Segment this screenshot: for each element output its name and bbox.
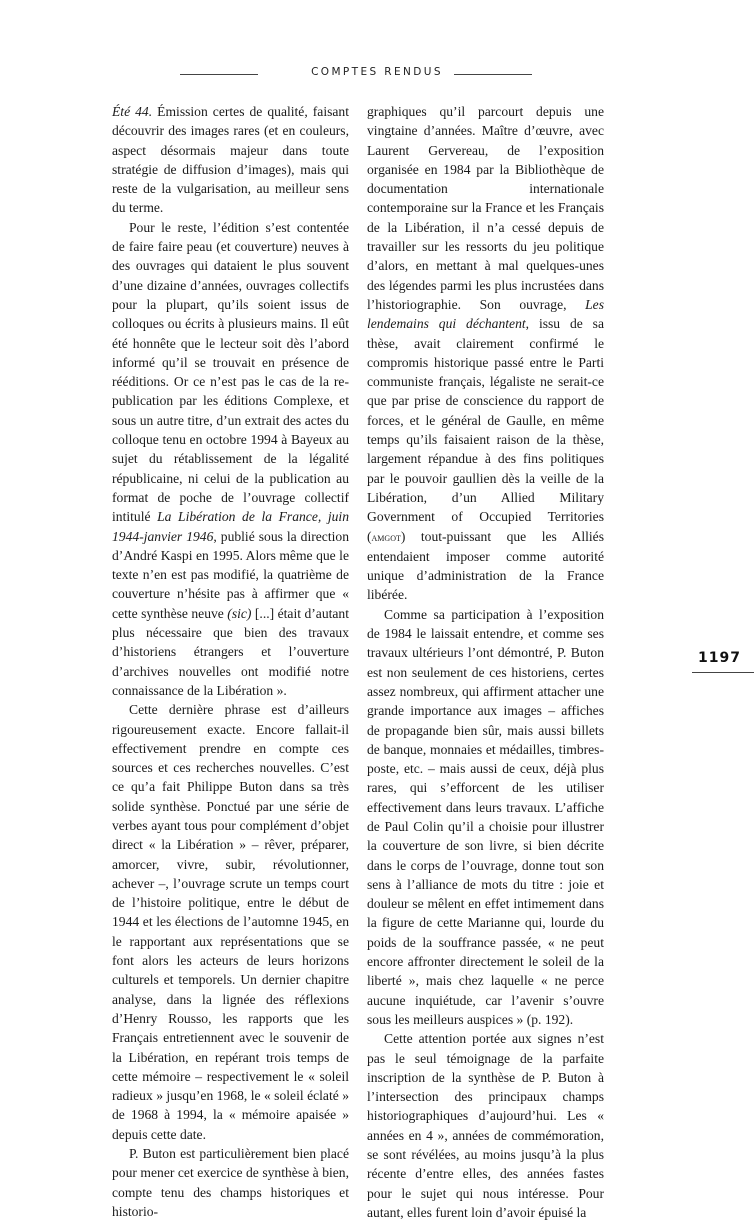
right-paragraph-1-text-a: graphiques qu’il parcourt depuis une vingtaine d’années. Maître d’œuvre, avec Laurent Gervereau, de l’exposition organisée en 1984 par la Bibliothèque de documentation internationale contemporaine sur la France et les Français de la Libération, il n’a cessé depuis de travailler sur les ressorts du jeu politique d’alors, en mettant à mal quelques-unes des légendes parmi les plus incrustées dans l’historiographie. Son ouvrage,: [367, 104, 604, 312]
running-header: [0, 66, 754, 84]
left-paragraph-1: [112, 102, 349, 218]
header-rule-right: [454, 74, 532, 75]
page-number: 1197: [698, 650, 741, 666]
left-paragraph-1-text: Émission certes de qualité, faisant découvrir des images rares (et en couleurs, aspect désormais majeur dans toute stratégie de diffusion d’images), mais qui reste de la vulgarisation, au meilleur sens du terme.: [112, 104, 349, 216]
left-paragraph-2-text-c: [...] était d’autant plus nécessaire que bien des travaux d’historiens étrangers et l’ouverture d’archives nouvelles ont modifié notre connaissance de la Libération ».: [112, 605, 349, 698]
book-title-liberation: La Libération de la France, juin 1944-janvier 1946: [112, 509, 349, 544]
acronym-amgot: amgot: [371, 529, 401, 544]
book-title-lendemains: Les lendemains qui déchantent: [367, 296, 604, 332]
right-paragraph-1-text-c: ) tout-puissant que les Alliés entendaient imposer comme autorité unique d’administration de la France libérée.: [367, 528, 604, 603]
right-paragraph-1: [367, 102, 604, 605]
right-paragraph-1-text-b: , issu de sa thèse, avait clairement confirmé le compromis historique passé entre le Parti communiste français, légaliste ne serait-ce que par prise de conscience du rapport de forces, et le général de Gaulle, en même temps qu’ils faisaient raison de la thèse, largement répandue à des fins politiques par le pouvoir gaullien dès la veille de la Libération, d’un Allied Military Government of Occupied Territories (: [367, 316, 604, 544]
right-paragraph-3: Cette attention portée aux signes n’est pas le seul témoignage de la parfaite inscription de la synthèse de P. Buton à l’intersection des principaux champs historiographiques d’aujourd’hui. Les « années en 4 », années de commémoration, se sont révélées, au moins jusqu’à la plus récente d’entre elles, des années fastes pour le sujet qui nous intéresse. Pour autant, elles furent loin d’avoir épuisé la: [367, 1031, 604, 1220]
left-paragraph-4: P. Buton est particulièrement bien placé pour mener cet exercice de synthèse à bien, compte tenu des champs historiques et historio-: [112, 1146, 349, 1219]
folio-rule: [692, 672, 754, 673]
left-paragraph-2-text-b: , publié sous la direction d’André Kaspi en 1995. Alors même que le texte n’en est pas modifié, la quatrième de couverture n’hésite pas à affirmer que « cette synthèse neuve: [112, 528, 349, 621]
left-paragraph-2-text-a: Pour le reste, l’édition s’est contentée de faire faire peau (et couverture) neuves à des ouvrages qui dataient le plus souvent d’une dizaine d’années, ouvrages collectifs pour la plupart, qu’ils soient issus de colloques ou écrits à plusieurs mains. Il eût été honnête que le lecteur soit dès l’abord informé qu’il se trouvait en présence de rééditions. Or ce n’est pas le cas de la re-publication par les éditions Complexe, et sous un autre titre, d’un extrait des actes du colloque tenu en octobre 1994 à Bayeux au sujet du rétablissement de la légalité républicaine, ni celui de la publication au format de poche de l’ouvrage collectif intitulé: [112, 219, 349, 525]
left-paragraph-2: [112, 218, 349, 700]
left-column: [112, 102, 349, 1221]
page-folio: [692, 650, 754, 680]
right-column: [367, 102, 604, 1222]
header-title: COMPTES RENDUS: [311, 66, 443, 78]
left-paragraph-3: Cette dernière phrase est d’ailleurs rigoureusement exacte. Encore fallait-il effectivement prendre en compte ces sources et ces recherches nouvelles. C’est ce qu’a fait Philippe Buton dans sa très solide synthèse. Ponctué par une série de verbes ayant tous pour complément d’objet direct « la Libération » – rêver, préparer, amorcer, vivre, subir, révolutionner, achever –, l’ouvrage scrute un temps court de l’histoire politique, entre le début de 1944 et les élections de l’automne 1945, en le rapportant aux représentations que se font alors les acteurs de leurs horizons culturels et temporels. Un dernier chapitre analyse, dans la lignée des réflexions d’Henry Rousso, les rapports que les Français entretiennent avec le souvenir de la Libération, en repérant trois temps de cette mémoire – respectivement le « soleil radieux » jusqu’en 1968, le « soleil éclaté » de 1968 à 1994, la « mémoire apaisée » depuis cette date.: [112, 702, 349, 1142]
broadcast-title: Été 44.: [112, 104, 153, 119]
sic-mark: (sic): [227, 605, 252, 621]
right-paragraph-2: Comme sa participation à l’exposition de 1984 le laissait entendre, et comme ses travaux ultérieurs l’ont démontré, P. Buton est non seulement de ces historiens, certes assez nombreux, qui affirment attacher une grande importance aux images – affiches de propagande bien sûr, mais aussi billets de banque, monnaies et médailles, timbres-poste, etc. – mais aussi de ceux, déjà plus rares, qui s’efforcent de les utiliser effectivement dans leurs travaux. L’affiche de Paul Colin qu’il a choisie pour illustrer la couverture de son livre, si bien décrite dans le corps de l’ouvrage, donne tout son sens à l’alliance de mots du titre : joie et douleur se mêlent en effet intimement dans la figure de cette Marianne qui, lourde du poids de la souffrance passée, « ne peut encore affronter directement le soleil de la liberté », mais chez laquelle « ne perce aucune inquiétude, car l’avenir s’ouvre sous les meilleurs auspices » (p. 192).: [367, 606, 604, 1027]
